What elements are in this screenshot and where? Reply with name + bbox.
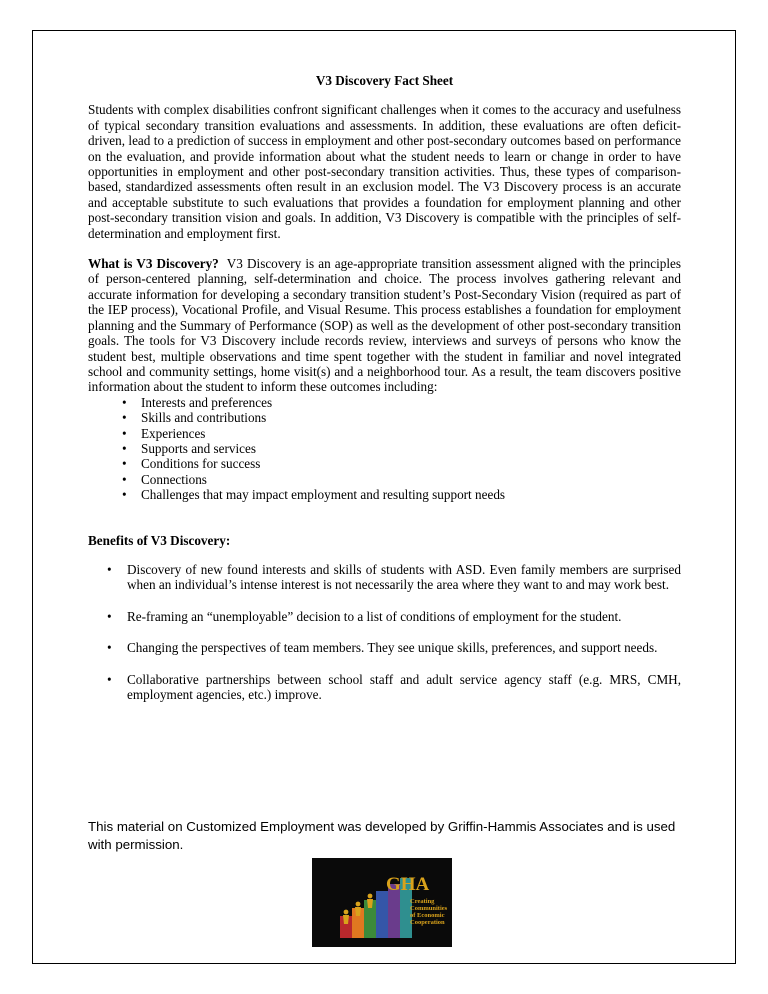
logo-tagline-2: Communities bbox=[410, 905, 448, 912]
what-is-question: What is V3 Discovery? bbox=[88, 256, 219, 272]
list-item: • Conditions for success bbox=[122, 456, 681, 471]
document-title: V3 Discovery Fact Sheet bbox=[315, 73, 454, 88]
attribution-note: This material on Customized Employment was developed by Griffin-Hammis Associates and is used with permission. bbox=[88, 819, 676, 852]
gha-logo bbox=[312, 858, 452, 947]
list-item: • Interests and preferences bbox=[122, 395, 681, 410]
what-is-paragraph bbox=[88, 256, 681, 395]
benefits-heading: Benefits of V3 Discovery: bbox=[88, 532, 231, 548]
outcomes-list bbox=[88, 395, 681, 503]
what-is-answer: V3 Discovery is an age-appropriate transition assessment aligned with the principles of person-centered planning, self-determination and choice. The process involves gathering relevant and accurate information for developing a secondary transition student’s Post-Secondary Vision (required as part of the IEP process), Vocational Profile, and Visual Resume. This process establishes a foundation for employment planning and the Summary of Performance (SOP) as well as the development of other post-secondary transition goals. The tools for V3 Discovery include records review, interviews and surveys of persons who know the student best, multiple observations and time spent together with the student in familiar and novel integrated school and community settings, home visit(s) and a neighborhood tour. As a result, the team discovers positive information about the student to inform these outcomes including: bbox=[88, 256, 682, 395]
list-item: • Changing the perspectives of team members. They see unique skills, preferences, and support needs. bbox=[107, 640, 681, 655]
logo-tagline-3: of Economic bbox=[410, 912, 445, 919]
list-item: • Connections bbox=[122, 472, 681, 487]
gha-logo-graphic bbox=[312, 858, 452, 947]
list-item: • Collaborative partnerships between school staff and adult service agency staff (e.g. MRS, CMH, employment agencies, etc.) improve. bbox=[107, 672, 681, 703]
list-item: • Supports and services bbox=[122, 441, 681, 456]
list-item: • Re-framing an “unemployable” decision to a list of conditions of employment for the student. bbox=[107, 609, 681, 624]
intro-paragraph: Students with complex disabilities confront significant challenges when it comes to the accuracy and usefulness of typical secondary transition evaluations and assessments. In addition, these evaluations are often deficit-driven, lead to a prediction of success in employment and other post-secondary outcomes based on performance on the evaluation, and provide information about what the student needs to learn or change in order to have opportunities in employment and other post-secondary transition activities. Thus, these types of comparison-based, standardized assessments often result in an exclusion model. The V3 Discovery process is an accurate and acceptable substitute to such evaluations that provides a foundation for employment planning and other post-secondary transition vision and goals. In addition, V3 Discovery is compatible with the principles of self-determination and employment first. bbox=[88, 102, 681, 241]
list-item: • Discovery of new found interests and skills of students with ASD. Even family members are surprised when an individual’s intense interest is not necessarily the area where they want to and may work best. bbox=[107, 562, 681, 593]
list-item: • Experiences bbox=[122, 426, 681, 441]
list-item: • Skills and contributions bbox=[122, 410, 681, 425]
benefits-list bbox=[88, 562, 681, 702]
list-item: • Challenges that may impact employment and resulting support needs bbox=[122, 487, 681, 502]
document-body bbox=[88, 73, 681, 718]
logo-tagline-4: Cooperation bbox=[410, 919, 445, 926]
logo-tagline-1: Creating bbox=[410, 898, 435, 905]
logo-letters: GHA bbox=[386, 874, 430, 895]
